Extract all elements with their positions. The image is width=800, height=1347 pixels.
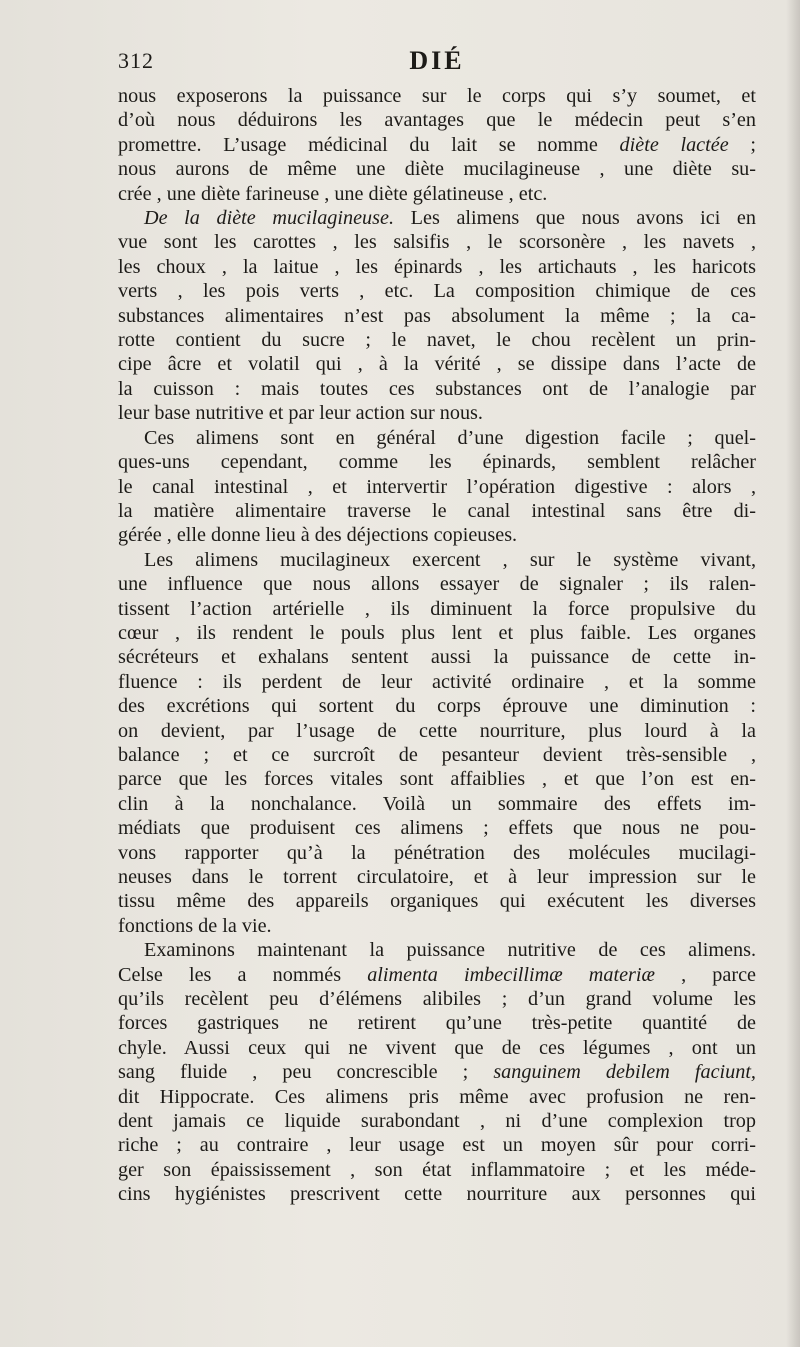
running-head: DIÉ (409, 46, 465, 75)
page-number: 312 (118, 48, 154, 73)
body-text (118, 84, 756, 1207)
text-line: substances alimentaires n’est pas absolument la même ; la ca- (118, 304, 756, 327)
text-line: fonctions de la vie. (118, 914, 272, 937)
paragraph (118, 206, 756, 426)
text-line: clin à la nonchalance. Voilà un sommaire des effets im- (118, 792, 756, 815)
text-line: le canal intestinal , et intervertir l’opération digestive : alors , (118, 475, 756, 498)
text-line: Ces alimens sont en général d’une digestion facile ; quel- (144, 426, 756, 449)
text-line: la cuisson : mais toutes ces substances ont de l’analogie par (118, 377, 756, 400)
text-line: ques-uns cependant, comme les épinards, semblent relâcher (118, 451, 756, 474)
text-line: chyle. Aussi ceux qui ne vivent que de ces légumes , ont un (118, 1036, 756, 1059)
text-line: cipe âcre et volatil qui , à la vérité , se dissipe dans l’acte de (118, 353, 756, 376)
text-line: forces gastriques ne retirent qu’une très-petite quantité de (118, 1012, 756, 1035)
text-line: dit Hippocrate. Ces alimens pris même avec profusion ne ren- (118, 1085, 756, 1108)
text-line: fluence : ils perdent de leur activité ordinaire , et la somme (118, 670, 756, 693)
text-line: balance ; et ce surcroît de pesanteur devient très-sensible , (118, 743, 756, 766)
text-line: sécréteurs et exhalans sentent aussi la puissance de cette in- (118, 646, 756, 669)
text-line: verts , les pois verts , etc. La composition chimique de ces (118, 280, 756, 303)
text-line: cins hygiénistes prescrivent cette nourriture aux personnes qui (118, 1183, 756, 1206)
text-line: la matière alimentaire traverse le canal intestinal sans être di- (118, 499, 756, 522)
text-line: Examinons maintenant la puissance nutritive de ces alimens. (144, 939, 756, 962)
paragraph (118, 426, 756, 548)
text-line: nous exposerons la puissance sur le corps qui s’y soumet, et (118, 85, 756, 107)
paragraph (118, 938, 756, 1206)
paragraph (118, 548, 756, 939)
text-line: cœur , ils rendent le pouls plus lent et plus faible. Les organes (118, 621, 756, 644)
text-line: des excrétions qui sortent du corps éprouve une diminution : (118, 695, 756, 718)
text-line: dent jamais ce liquide surabondant , ni d’une complexion trop (118, 1110, 756, 1133)
page-header (118, 46, 756, 80)
text-line: d’où nous déduirons les avantages que le médecin peut s’en (118, 109, 756, 132)
text-line: Celse les a nommés alimenta imbecillimæ materiæ , parce (118, 963, 757, 986)
text-line: qu’ils recèlent peu d’élémens alibiles ; d’un grand volume les (118, 988, 756, 1011)
text-line: vue sont les carottes , les salsifis , le scorsonère , les navets , (118, 231, 756, 254)
text-line: rotte contient du sucre ; le navet, le chou recèlent un prin- (118, 329, 756, 352)
text-line: promettre. L’usage médicinal du lait se nomme diète lactée ; (118, 133, 756, 156)
text-line: une influence que nous allons essayer de signaler ; ils ralen- (118, 573, 756, 596)
text-line: les choux , la laitue , les épinards , les artichauts , les haricots (118, 255, 756, 278)
text-line: tissent l’action artérielle , ils diminuent la force propulsive du (118, 597, 756, 620)
text-line: vons rapporter qu’à la pénétration des molécules mucilagi- (118, 841, 756, 864)
text-line: crée , une diète farineuse , une diète gélatineuse , etc. (118, 182, 548, 205)
text-line: leur base nutritive et par leur action sur nous. (118, 402, 483, 425)
text-line: riche ; au contraire , leur usage est un moyen sûr pour corri- (118, 1134, 756, 1157)
text-line: sang fluide , peu concrescible ; sanguinem debilem faciunt, (118, 1061, 756, 1084)
text-line: Les alimens mucilagineux exercent , sur le système vivant, (144, 548, 756, 571)
text-line: De la diète mucilagineuse. Les alimens que nous avons ici en (144, 207, 756, 230)
text-line: nous aurons de même une diète mucilagineuse , une diète su- (118, 158, 756, 181)
text-line: gérée , elle donne lieu à des déjections copieuses. (118, 524, 518, 547)
text-line: parce que les forces vitales sont affaiblies , et que l’on est en- (118, 768, 756, 791)
text-line: tissu même des appareils organiques qui exécutent les diverses (118, 890, 756, 913)
text-line: on devient, par l’usage de cette nourriture, plus lourd à la (118, 719, 756, 742)
text-line: médiats que produisent ces alimens ; effets que nous ne pou- (118, 817, 756, 840)
text-line: neuses dans le torrent circulatoire, et à leur impression sur le (118, 866, 756, 888)
text-line: ger son épaississement , son état inflammatoire ; et les méde- (118, 1158, 756, 1181)
paragraph (118, 84, 756, 206)
